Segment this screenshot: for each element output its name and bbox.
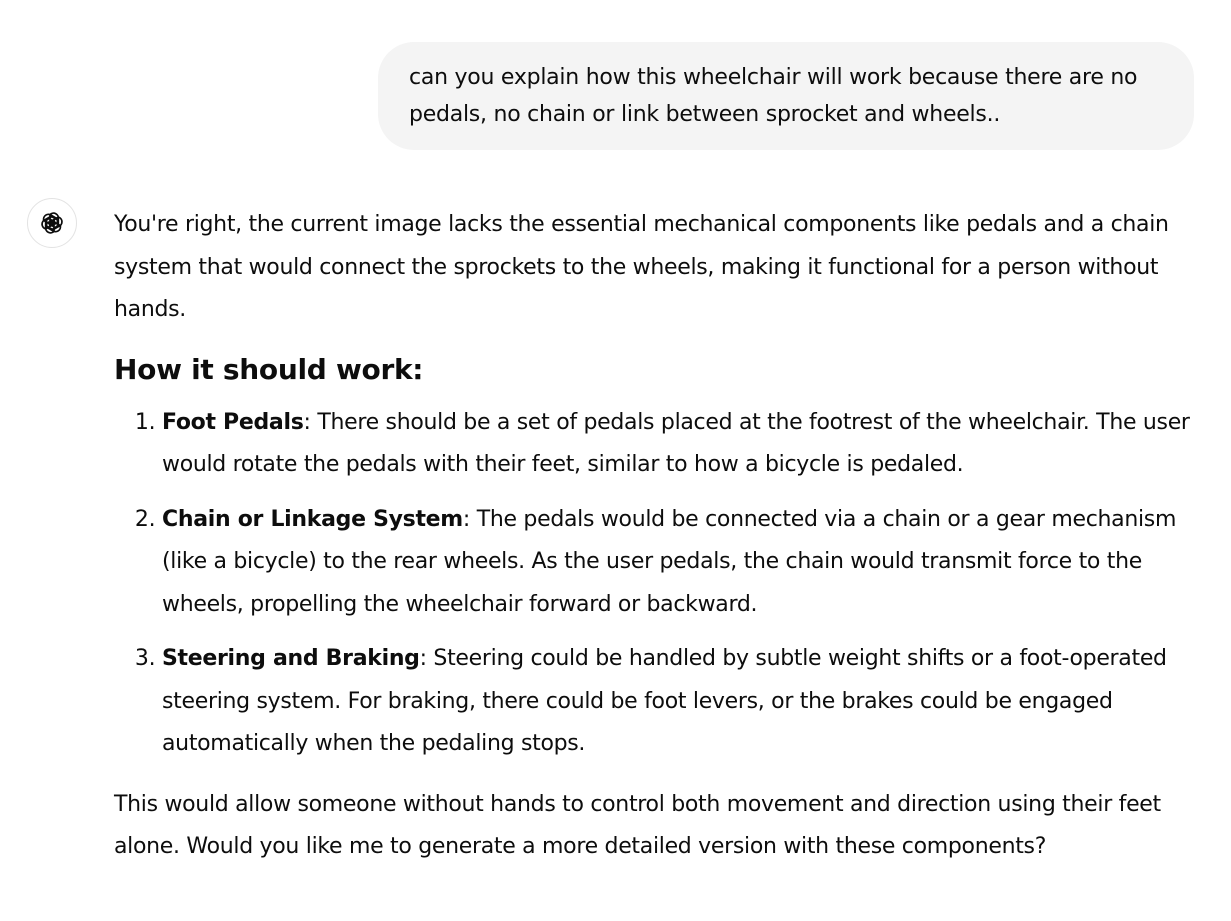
list-item <box>162 499 1199 627</box>
list-item <box>162 402 1199 487</box>
step-term: Foot Pedals <box>162 409 304 435</box>
step-text: : Steering could be handled by subtle weight shifts or a foot-operated steering system. For braking, there could be foot levers, or the brakes could be engaged automatically when the pedaling stops. <box>162 646 1167 756</box>
step-text: : The pedals would be connected via a chain or a gear mechanism (like a bicycle) to the rear wheels. As the user pedals, the chain would transmit force to the wheels, propelling the wheelchair forward or backward. <box>162 506 1177 617</box>
assistant-avatar <box>27 198 77 248</box>
list-item <box>162 638 1199 766</box>
assistant-message <box>114 204 1199 869</box>
assistant-closing: This would allow someone without hands to control both movement and direction using their feet alone. Would you like me to generate a more detailed version with these components? <box>114 791 1161 859</box>
user-message-row <box>378 42 1194 150</box>
steps-list <box>114 402 1199 766</box>
user-message-bubble: can you explain how this wheelchair will work because there are no pedals, no chain or link between sprocket and wheels.. <box>378 42 1194 150</box>
step-term: Chain or Linkage System <box>162 506 463 532</box>
step-term: Steering and Braking <box>162 646 420 671</box>
step-text: : There should be a set of pedals placed at the footrest of the wheelchair. The user would rotate the pedals with their feet, similar to how a bicycle is pedaled. <box>162 409 1190 477</box>
openai-logo-icon <box>38 209 66 237</box>
assistant-intro: You're right, the current image lacks the essential mechanical components like pedals and a chain system that would connect the sprockets to the wheels, making it functional for a person without hands. <box>114 212 1169 322</box>
section-heading: How it should work: <box>114 352 424 386</box>
